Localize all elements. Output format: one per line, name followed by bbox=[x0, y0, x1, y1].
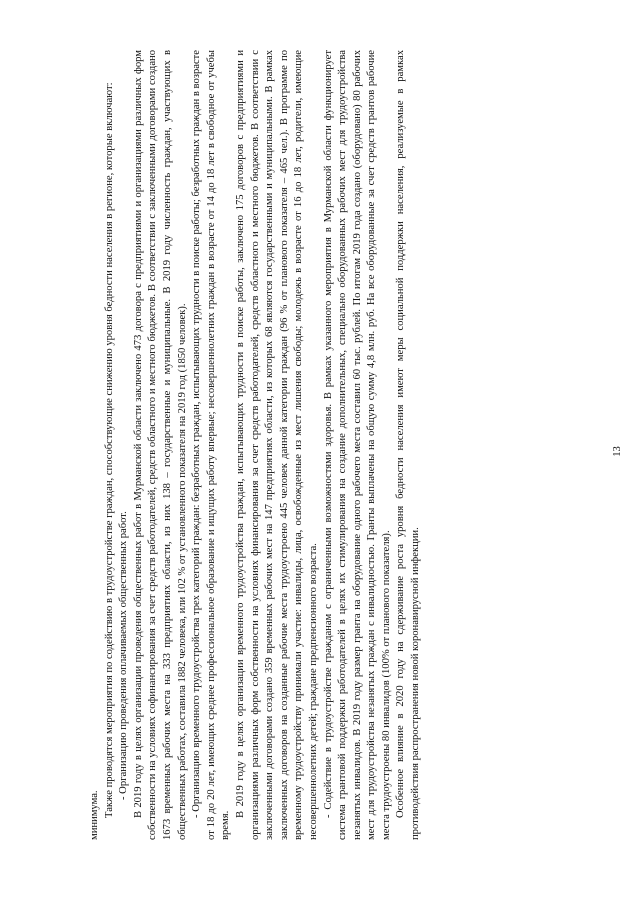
paragraph: Особенное влияние в 2020 году на сдерживание роста уровня бедности населения имеют меры социальной поддержки населения, реализуемые в рамках противодействия распространения новой коронавирусной инфекции. bbox=[395, 50, 422, 840]
document-body bbox=[88, 50, 424, 840]
paragraph: - Организацию проведения оплачиваемых общественных работ. bbox=[118, 511, 130, 800]
paragraph: - Содействие в трудоустройстве гражданам с ограниченными возможностями здоровья. В рамках указанного мероприятия в Мурманской области функционирует система грантовой поддержки работодателей в целях их стимулирования на создание дополнительных, специально оборудованных рабочих мест для трудоустройства незанятых инвалидов. В 2019 году размер гранта на оборудование одного рабочего места составил 60 тыс. рублей. По итогам 2019 года создано (оборудовано) 80 рабочих мест для трудоустройства незанятых граждан с инвалидностью. Гранты выплачены на общую сумму 4,8 млн. руб. На все оборудованные за счет средств грантов рабочие места трудоустроены 80 инвалидов (100% от планового показателя). bbox=[322, 50, 392, 840]
paragraph: минимума. bbox=[89, 790, 100, 840]
paragraph: В 2019 году в целях организации проведения общественных работ в Мурманской области заключено 473 договора с предприятиями и организациями различных форм собственности на условиях софинансирования за счет средств работодателей, средств областного и местного бюджетов. В соответствии с заключенными договорами создано 1673 временных рабочих места на 333 предприятиях области, из них 138 – государственные и муниципальные. В 2019 году численность граждан, участвующих в общественных работах, составила 1882 человека, или 102 % от установленного показателя на 2019 год (1850 человек). bbox=[132, 50, 188, 840]
paragraph: В 2019 году в целях организации временного трудоустройства граждан, испытывающих трудности в поиске работы, заключено 175 договоров с предприятиями и организациями различных форм собственности на условиях финансирования за счет средств работодателей, средств областного и местного бюджетов. В соответствии с заключенными договорами создано 359 временных рабочих мест на 147 предприятиях области, из которых 68 являются государственными и муниципальными. В рамках заключенных договоров на созданные рабочие места трудоустроено 445 человек данной категории граждан (96 % от планового показателя – 465 чел.). В программе по временному трудоустройству принимали участие: инвалиды, лица, освобожденные из мест лишения свободы; молодежь в возрасте от 16 до 18 лет, родители, имеющие несовершеннолетних детей; граждане предпенсионного возраста. bbox=[234, 50, 319, 840]
paragraph: Также проводятся мероприятия по содействию в трудоустройстве граждан, способствующие снижению уровня бедности населения в регионе, которые включают: bbox=[103, 82, 115, 818]
rotated-content bbox=[88, 50, 608, 840]
paragraph: - Организацию временного трудоустройства трех категорий граждан: безработных граждан, испытывающих трудности в поиске работы; безработных граждан в возрасте от 18 до 20 лет, имеющих среднее профессиональное образование и ищущих работу впервые; несовершеннолетних граждан в возрасте от 14 до 18 лет в свободное от учебы время. bbox=[191, 50, 232, 840]
page-number: 13 bbox=[611, 446, 623, 457]
